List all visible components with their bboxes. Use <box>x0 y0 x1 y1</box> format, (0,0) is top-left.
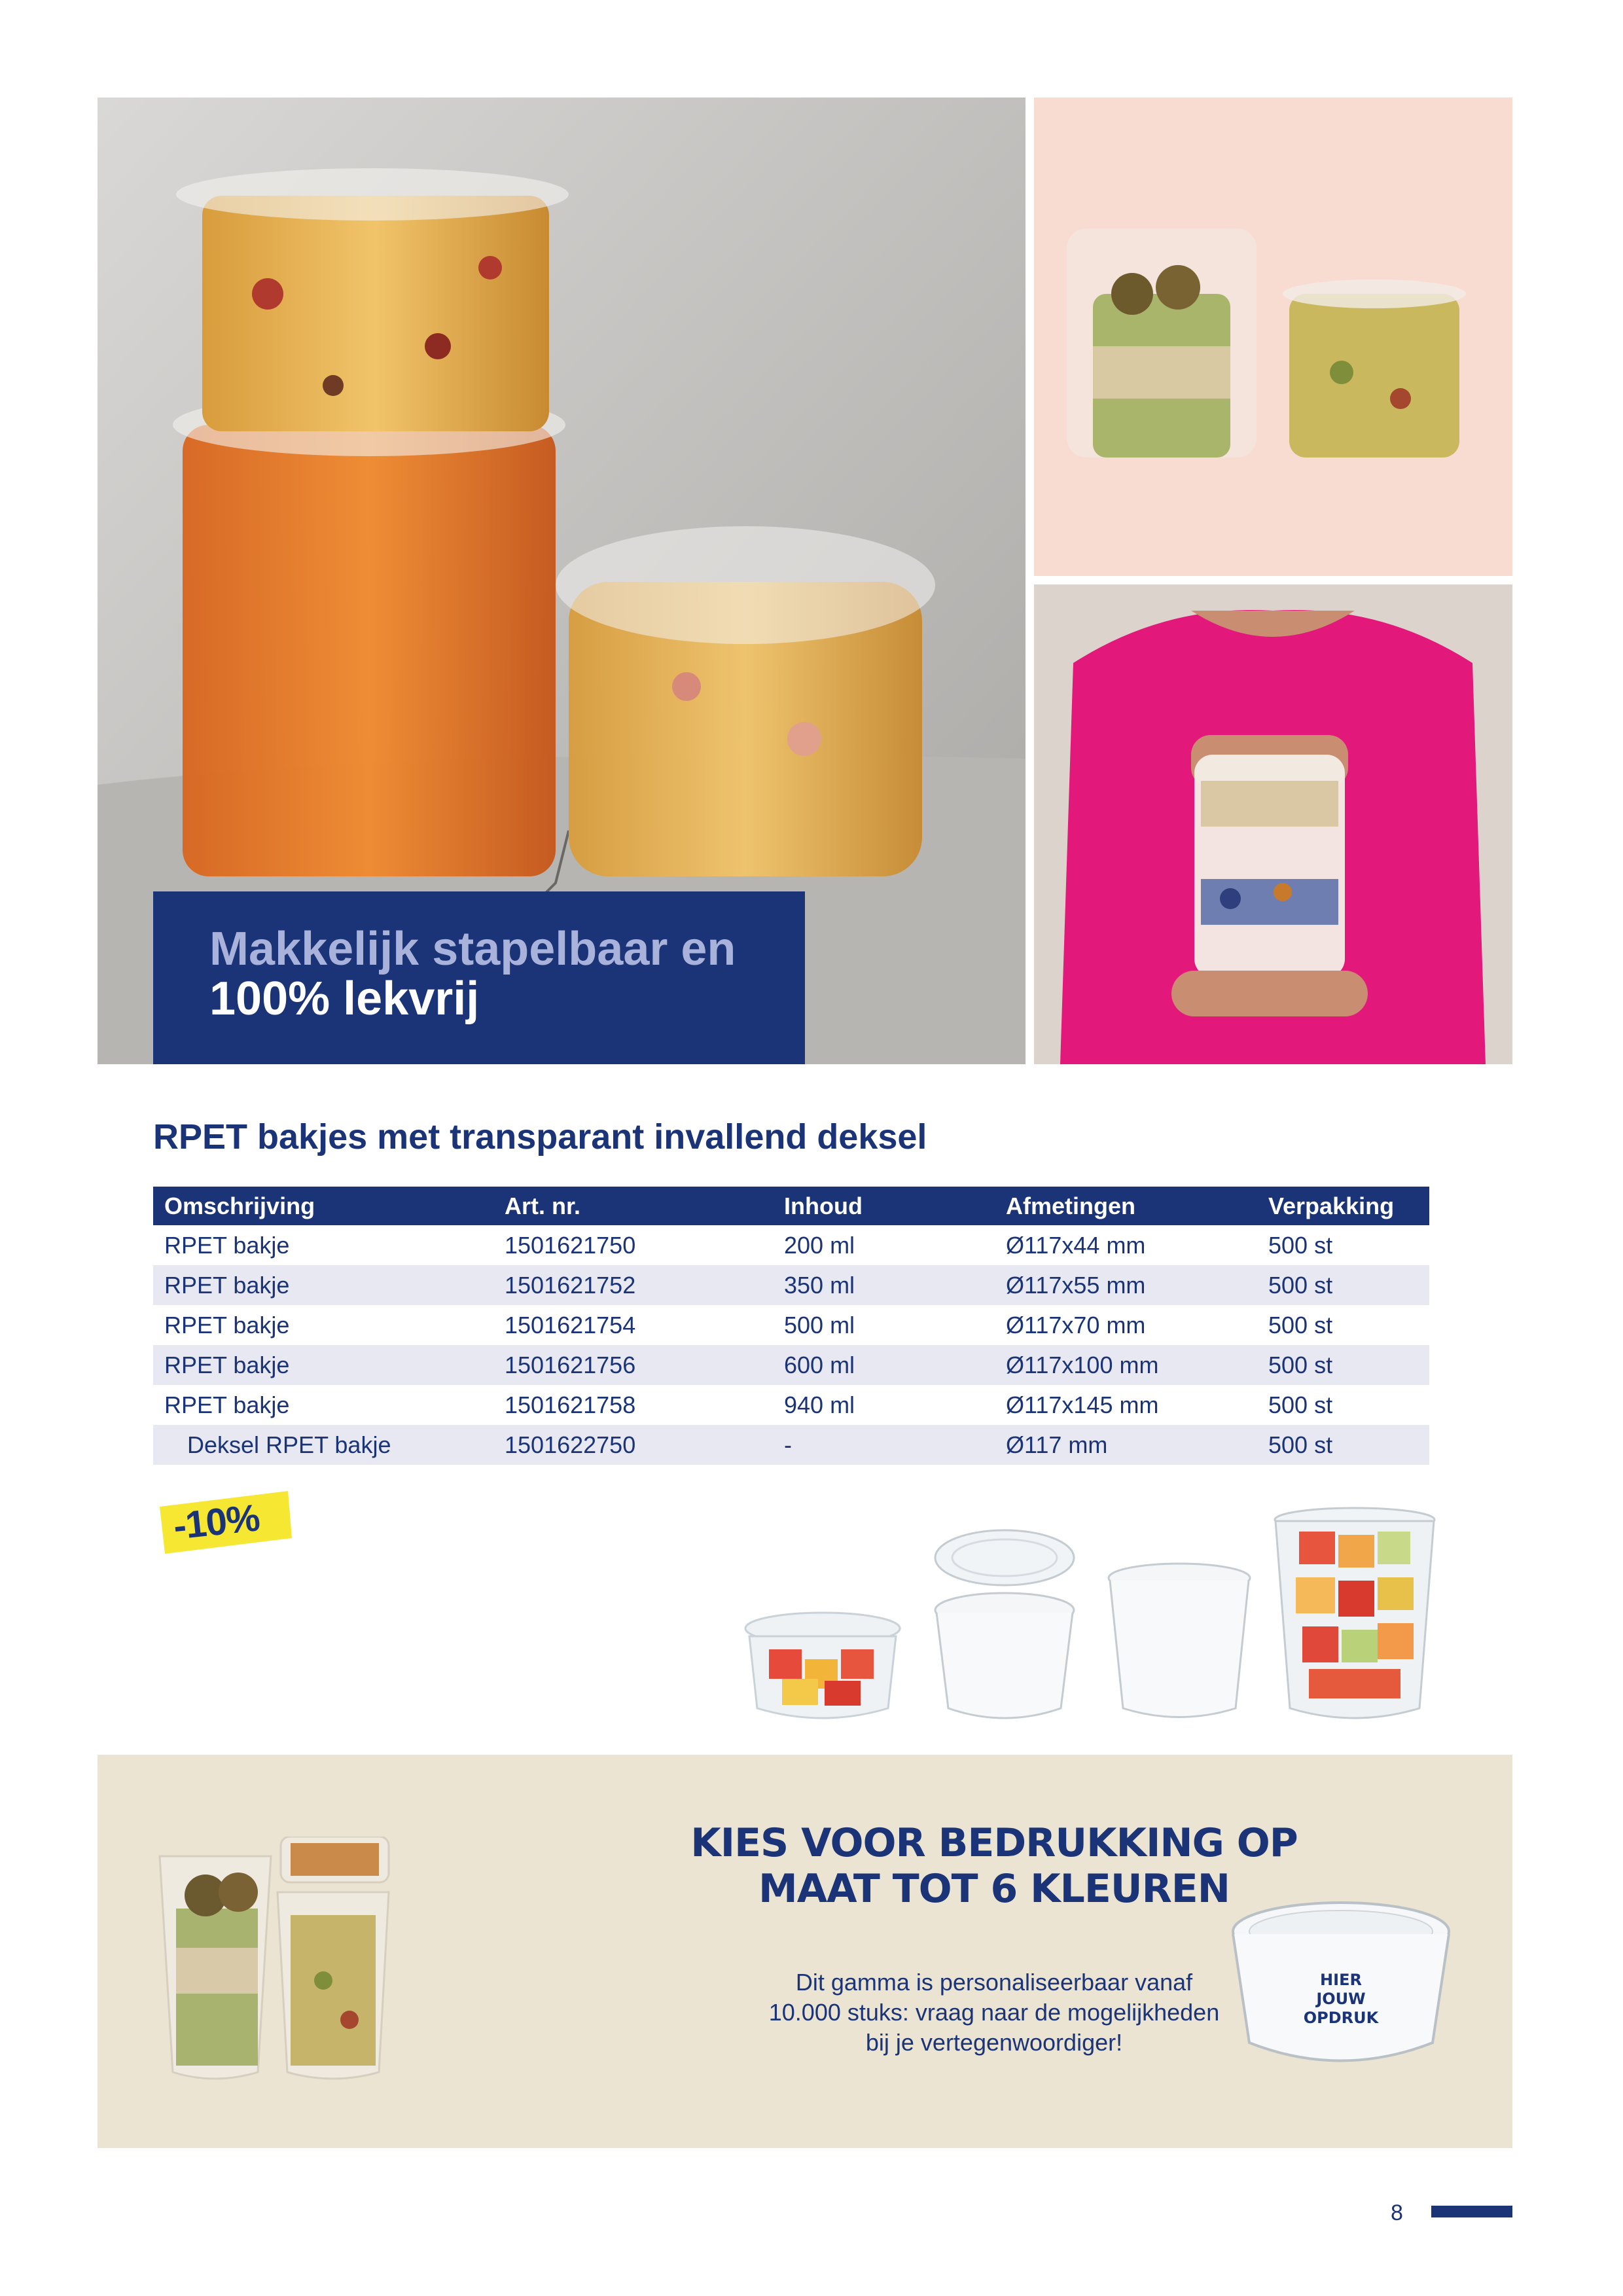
cell-article-number: 1501621754 <box>505 1311 636 1338</box>
cell-content: 500 ml <box>784 1311 855 1338</box>
headline-line-2: 100% lekvrij <box>209 973 480 1025</box>
column-header-content: Inhoud <box>773 1187 995 1225</box>
cell-packaging: 500 st <box>1268 1311 1333 1338</box>
table-row <box>153 1265 1429 1305</box>
headline-line-1: Makkelijk stapelbaar en <box>209 923 736 975</box>
headline-box <box>153 891 805 1064</box>
cell-description: RPET bakje <box>164 1391 290 1418</box>
cell-packaging: 500 st <box>1257 1345 1429 1385</box>
cell-packaging: 500 st <box>1268 1231 1333 1259</box>
page-number-bar <box>1431 2206 1512 2217</box>
cell-dimensions: Ø117x44 mm <box>1006 1231 1146 1259</box>
cell-description: RPET bakje <box>164 1311 290 1338</box>
product-medium-tub <box>933 1590 1077 1725</box>
cell-packaging: 500 st <box>1257 1425 1429 1465</box>
promo-title <box>634 1820 1354 1912</box>
promo-title-line-1: KIES VOOR BEDRUKKING OP <box>690 1820 1298 1866</box>
table-row <box>153 1225 1429 1265</box>
section-title: RPET bakjes met transparant invallend deksel <box>153 1117 927 1157</box>
cell-content: 600 ml <box>773 1345 995 1385</box>
print-here-label <box>1302 1971 1380 2028</box>
table-row <box>153 1385 1429 1425</box>
cell-description: RPET bakje <box>153 1265 493 1305</box>
cell-article-number: 1501622750 <box>493 1425 773 1465</box>
table-row <box>153 1345 1429 1385</box>
product-xl-tub-fruit <box>1273 1505 1436 1725</box>
customization-promo-panel <box>98 1755 1512 2148</box>
cell-dimensions: Ø117x55 mm <box>995 1265 1257 1305</box>
discount-badge-label: -10% <box>171 1496 262 1548</box>
column-header-description: Omschrijving <box>153 1187 493 1225</box>
promo-text-line-3: bij je vertegenwoordiger! <box>865 2029 1123 2056</box>
cell-dimensions: Ø117x145 mm <box>1006 1391 1159 1418</box>
cell-dimensions: Ø117 mm <box>995 1425 1257 1465</box>
salad-tubs-photo <box>1034 98 1512 576</box>
print-label-line-1: HIER <box>1320 1971 1362 1989</box>
woman-holding-tubs-photo <box>1034 584 1512 1064</box>
table-row <box>153 1425 1429 1465</box>
cell-dimensions: Ø117x70 mm <box>1006 1311 1146 1338</box>
cell-packaging: 500 st <box>1257 1265 1429 1305</box>
product-lid <box>933 1525 1077 1590</box>
promo-salad-tubs-photo <box>153 1837 395 2085</box>
cell-content: 940 ml <box>784 1391 855 1418</box>
product-shallow-tub-fruit <box>743 1610 903 1725</box>
promo-title-line-2: MAAT TOT 6 KLEUREN <box>758 1866 1230 1912</box>
cell-packaging: 500 st <box>1268 1391 1333 1418</box>
cell-description: RPET bakje <box>153 1345 493 1385</box>
promo-text-line-1: Dit gamma is personaliseerbaar vanaf <box>795 1969 1193 1996</box>
cell-description: RPET bakje <box>164 1231 290 1259</box>
product-spec-table <box>153 1187 1429 1465</box>
promo-text-line-2: 10.000 stuks: vraag naar de mogelijkheden <box>768 1999 1220 2026</box>
print-label-line-3: OPDRUK <box>1303 2009 1379 2027</box>
cell-article-number: 1501621758 <box>505 1391 636 1418</box>
column-header-article-number: Art. nr. <box>493 1187 773 1225</box>
cell-article-number: 1501621756 <box>493 1345 773 1385</box>
page-number: 8 <box>1391 2200 1403 2225</box>
cell-dimensions: Ø117x100 mm <box>995 1345 1257 1385</box>
product-tall-tub <box>1106 1561 1253 1725</box>
column-header-dimensions: Afmetingen <box>995 1187 1257 1225</box>
table-header-row <box>153 1187 1429 1225</box>
print-label-line-2: JOUW <box>1316 1990 1366 2008</box>
cell-article-number: 1501621750 <box>505 1231 636 1259</box>
cell-content: 200 ml <box>784 1231 855 1259</box>
cell-article-number: 1501621752 <box>493 1265 773 1305</box>
promo-description <box>667 1967 1321 2058</box>
cell-content: 350 ml <box>773 1265 995 1305</box>
column-header-packaging: Verpakking <box>1257 1187 1429 1225</box>
cell-content: - <box>773 1425 995 1465</box>
table-row <box>153 1305 1429 1345</box>
cell-description: Deksel RPET bakje <box>153 1425 493 1465</box>
